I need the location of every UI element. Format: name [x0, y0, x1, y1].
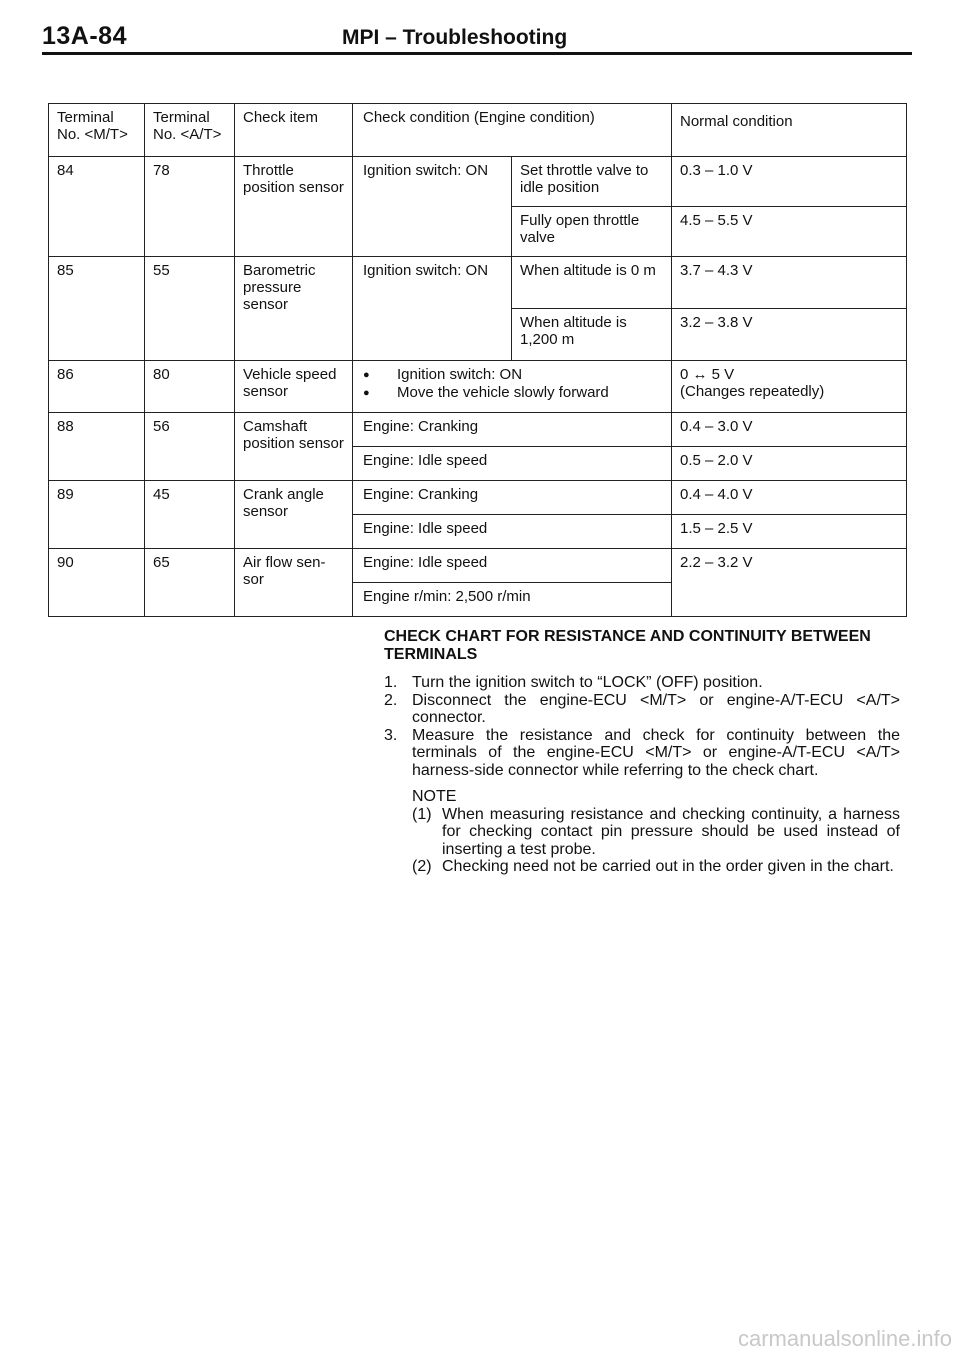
condition-cell: Engine: Idle speed	[353, 447, 672, 481]
sub-condition-cell: Fully open throttle valve	[512, 207, 672, 257]
normal-value-cell: 2.2 – 3.2 V	[672, 549, 907, 617]
table-row	[49, 157, 907, 207]
condition-cell: Ignition switch: ON	[353, 257, 512, 361]
normal-value-cell	[672, 361, 907, 413]
step-text: Turn the ignition switch to “LOCK” (OFF) position.	[412, 674, 763, 691]
table-row	[49, 413, 907, 447]
table-header-row	[49, 104, 907, 157]
terminal-mt-cell: 88	[49, 413, 145, 481]
step-text: Disconnect the engine-ECU <M/T> or engine-A/T-ECU <A/T> connector.	[412, 691, 900, 726]
header-check-condition: Check condition (Engine condition)	[353, 104, 672, 157]
condition-cell: Engine: Idle speed	[353, 515, 672, 549]
header-normal-condition: Normal condition	[672, 104, 907, 157]
condition-cell: Engine: Cranking	[353, 481, 672, 515]
check-item-cell: Vehicle speed sensor	[235, 361, 353, 413]
condition-cell: Engine: Cranking	[353, 413, 672, 447]
watermark: carmanualsonline.info	[737, 1326, 952, 1351]
step-number: 3.	[384, 726, 398, 744]
note-item	[384, 806, 900, 859]
terminal-at-cell: 55	[145, 257, 235, 361]
condition-cell: Engine r/min: 2,500 r/min	[353, 583, 672, 617]
normal-value-cell: 0.3 – 1.0 V	[672, 157, 907, 207]
normal-value-cell: 0.4 – 3.0 V	[672, 413, 907, 447]
terminal-mt-cell: 89	[49, 481, 145, 549]
header-terminal-mt: Terminal No. <M/T>	[49, 104, 145, 157]
step-text: Measure the resistance and check for continuity between the terminals of the engine-ECU <M/T> or engine-A/T-ECU <A/T> harness-side connector while referring to the check chart.	[412, 726, 900, 779]
normal-value-line: 0 ↔ 5 V	[680, 366, 735, 383]
step-item	[384, 692, 900, 727]
check-chart-table	[48, 103, 907, 617]
step-number: 1.	[384, 674, 398, 691]
table-row	[49, 257, 907, 309]
instructions-title: CHECK CHART FOR RESISTANCE AND CONTINUITY BETWEEN TERMINALS	[384, 628, 871, 663]
normal-value-cell: 4.5 – 5.5 V	[672, 207, 907, 257]
note-number: (1)	[412, 805, 432, 823]
check-item-cell: Barometric pressure sensor	[235, 257, 353, 361]
condition-cell	[353, 361, 672, 413]
page-header	[42, 18, 912, 52]
terminal-at-cell: 65	[145, 549, 235, 617]
normal-value-cell: 0.4 – 4.0 V	[672, 481, 907, 515]
check-item-cell: Crank angle sensor	[235, 481, 353, 549]
terminal-mt-cell: 90	[49, 549, 145, 617]
check-item-cell: Throttle position sensor	[235, 157, 353, 257]
note-text: Checking need not be carried out in the order given in the chart.	[442, 858, 894, 875]
terminal-at-cell: 45	[145, 481, 235, 549]
note-item	[384, 858, 900, 876]
note-text: When measuring resistance and checking continuity, a harness for checking contact pin pressure should be used instead of inserting a test probe.	[442, 805, 900, 858]
sub-condition-cell: Set throttle valve to idle position	[512, 157, 672, 207]
sub-condition-cell: When altitude is 1,200 m	[512, 309, 672, 361]
sub-condition-cell: When altitude is 0 m	[512, 257, 672, 309]
terminal-mt-cell: 85	[49, 257, 145, 361]
section-title: MPI – Troubleshooting	[342, 26, 568, 49]
table-row	[49, 361, 907, 413]
note-number: (2)	[412, 858, 432, 875]
terminal-mt-cell: 86	[49, 361, 145, 413]
check-chart-instructions	[384, 628, 900, 876]
table-row	[49, 549, 907, 583]
bullet-item: ● Ignition switch: ON	[363, 366, 665, 384]
terminal-mt-cell: 84	[49, 157, 145, 257]
normal-value-note: (Changes repeatedly)	[680, 383, 825, 400]
header-divider	[42, 52, 912, 55]
normal-value-cell: 1.5 – 2.5 V	[672, 515, 907, 549]
terminal-at-cell: 80	[145, 361, 235, 413]
normal-value-cell: 0.5 – 2.0 V	[672, 447, 907, 481]
normal-value-cell: 3.7 – 4.3 V	[672, 257, 907, 309]
check-item-cell: Air flow sen- sor	[235, 549, 353, 617]
step-item	[384, 727, 900, 780]
header-check-item: Check item	[235, 104, 353, 157]
step-item	[384, 674, 900, 692]
condition-cell: Engine: Idle speed	[353, 549, 672, 583]
bullet-item: ● Move the vehicle slowly forward	[363, 384, 665, 402]
normal-value-cell: 3.2 – 3.8 V	[672, 309, 907, 361]
step-number: 2.	[384, 691, 398, 709]
page-number: 13A-84	[42, 22, 127, 50]
header-terminal-at: Terminal No. <A/T>	[145, 104, 235, 157]
terminal-at-cell: 56	[145, 413, 235, 481]
check-item-cell: Camshaft position sensor	[235, 413, 353, 481]
note-title: NOTE	[412, 788, 457, 805]
terminal-at-cell: 78	[145, 157, 235, 257]
condition-cell: Ignition switch: ON	[353, 157, 512, 257]
table-row	[49, 481, 907, 515]
